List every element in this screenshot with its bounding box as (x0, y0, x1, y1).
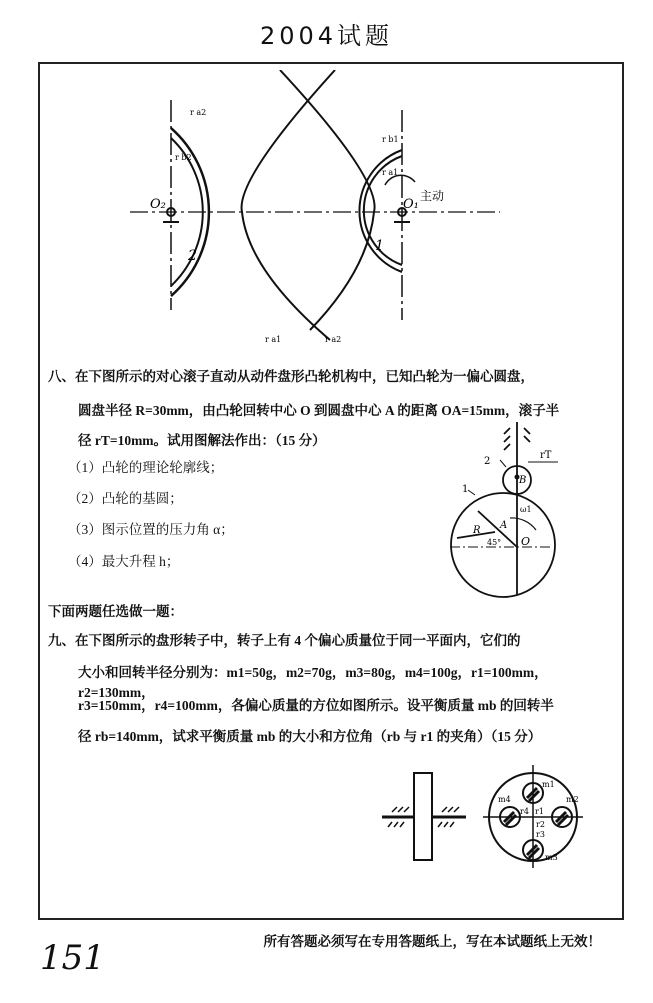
r2-label: r2 (536, 820, 545, 829)
follower-label: 2 (484, 456, 491, 467)
m4-label: m4 (498, 795, 511, 804)
angle-label: 45° (487, 538, 502, 547)
roller-radius-label: rT (540, 450, 552, 461)
ra1-top-label: r a1 (382, 168, 399, 177)
q9-line-2: 大小和回转半径分别为：m1=50g，m2=70g，m3=80g，m4=100g，r1=100mm，r2=130mm， (78, 665, 548, 700)
ra2-bottom-label: r a2 (325, 335, 342, 344)
m2-label: m2 (566, 795, 579, 804)
choice-note: 下面两题任选做一题： (48, 604, 183, 619)
omega-label: ω1 (520, 505, 532, 514)
r1-label: r1 (535, 807, 544, 816)
ra2-label: r a2 (190, 108, 207, 117)
handwritten-page-number: 151 (40, 938, 105, 978)
a-label: A (500, 520, 508, 531)
rb1-label: r b1 (382, 135, 399, 144)
o2-label: O₂ (150, 197, 166, 212)
rb2-label: r b2 (175, 153, 192, 162)
q9-line-3: r3=150mm，r4=100mm，各偏心质量的方位如图所示。设平衡质量 mb 的回转半 (78, 698, 554, 713)
driver-label: 主动 (420, 189, 445, 203)
cam-label: 1 (462, 484, 469, 495)
q9-line-4: 径 rb=140mm，试求平衡质量 mb 的大小和方位角（rb 与 r1 的夹角）（15 分） (78, 729, 542, 744)
gear1-label: 1 (375, 238, 384, 254)
r4-label: r4 (520, 807, 529, 816)
b-label: B (519, 475, 527, 486)
m1-label: m1 (542, 780, 555, 789)
q8-line-3: 径 rT=10mm。试用图解法作出：（15 分） (78, 433, 326, 448)
gear-mesh-figure (120, 70, 500, 350)
ra1-label: r a1 (265, 335, 282, 344)
page-title: 2004试题 (259, 22, 394, 50)
r3-label: r3 (536, 830, 545, 839)
q8-item-1: （1）凸轮的理论轮廓线； (68, 460, 224, 475)
rotor-figure (370, 760, 600, 870)
m3-label: m3 (545, 853, 558, 862)
r-label: R (473, 525, 481, 536)
q8-item-2: （2）凸轮的基圆； (68, 491, 183, 506)
q9-line-1: 九、在下图所示的盘形转子中，转子上有 4 个偏心质量位于同一平面内，它们的 (48, 633, 521, 648)
q8-item-4: （4）最大升程 h； (68, 554, 180, 569)
footer-notice: 所有答题必须写在专用答题纸上，写在本试题纸上无效！ (263, 934, 601, 949)
o1-label: O₁ (403, 197, 419, 212)
q8-line-1: 八、在下图所示的对心滚子直动从动件盘形凸轮机构中，已知凸轮为一偏心圆盘， (48, 369, 534, 384)
q8-item-3: （3）图示位置的压力角 α； (68, 522, 234, 537)
cam-figure (440, 420, 620, 600)
gear2-label: 2 (188, 248, 197, 264)
q8-line-2: 圆盘半径 R=30mm，由凸轮回转中心 O 到圆盘中心 A 的距离 OA=15mm，滚子半 (78, 403, 560, 418)
o-label: O (521, 535, 531, 548)
